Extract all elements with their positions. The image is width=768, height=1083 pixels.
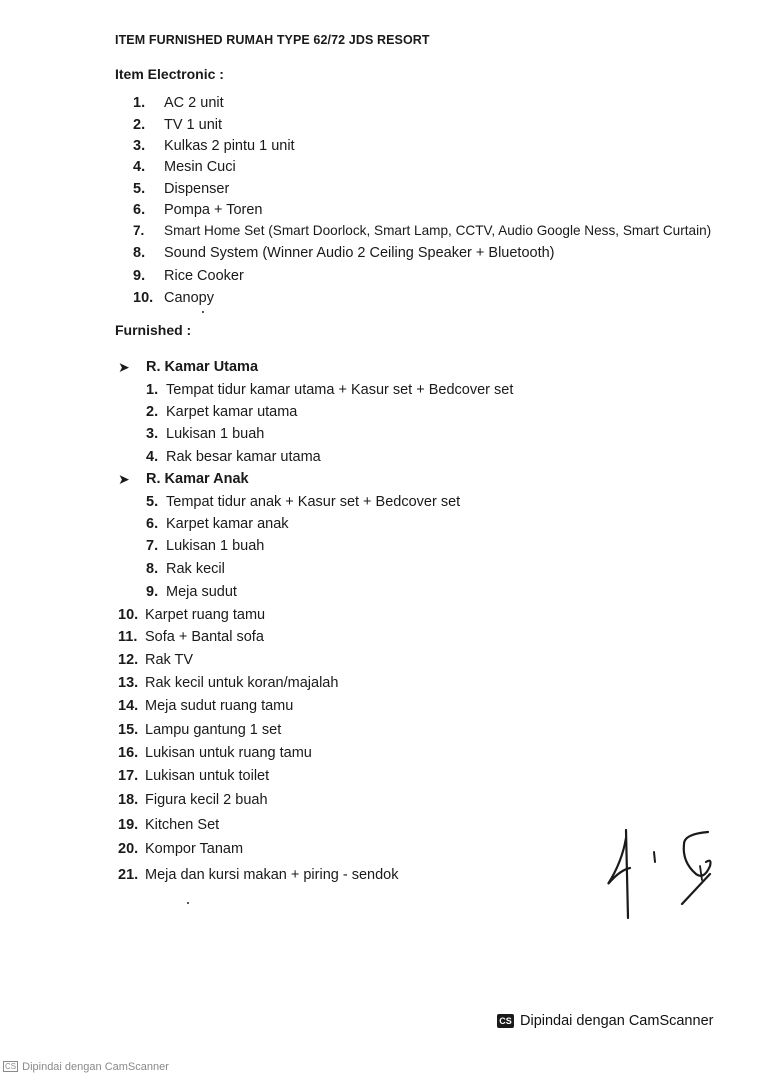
ink-speck: [202, 311, 204, 313]
camscanner-watermark: [3, 1061, 169, 1073]
furnished-item: 5. Tempat tidur anak + Kasur set + Bedcover set: [146, 494, 461, 510]
camscanner-watermark-icon: CS: [5, 1062, 17, 1071]
signature: [600, 822, 730, 922]
furnished-item: 3. Lukisan 1 buah: [146, 426, 265, 442]
electronic-item: 5. Dispenser: [133, 181, 230, 197]
furnished-item: 10. Karpet ruang tamu: [118, 607, 266, 623]
document-page: ITEM FURNISHED RUMAH TYPE 62/72 JDS RESORT Item Electronic : 1. AC 2 unit 2. TV 1 unit 3. Kulkas 2 pintu 1 unit 4. Mesin Cuci 5. Dispenser 6. Pompa + Toren 7. Smart Home Set (Smart Doorlock, Smart Lamp, CCTV, Audio Google Ness, Smart Curtain) 8. Sound System (Winner Audio 2 Ceiling Speaker + Bluetooth) 9. Rice Cooker 10. Canopy Furnished : ➤ R. Kamar Utama 1. Tempat tidur kamar utama + Kasur set + Bedcover set 2. Karpet kamar utama 3. Lukisan 1 buah 4. Rak besar kamar utama ➤ R. Kamar Anak 5. Tempat tidur anak + Kasur set + Bedcover set 6. Karpet kamar anak 7. Lukisan 1 buah 8. Rak kecil 9. Meja sudut 10. Karpet ruang tamu 11. Sofa + Bantal sofa 12. Rak TV 13. Rak kecil untuk koran/majalah 14. Meja sudut ruang tamu 15. Lampu gantung 1 set 16. Lukisan untuk ruang tamu 17. Lukisan untuk toilet 18. Figura kecil 2 buah 19. Kitchen Set 20. Kompor Tanam 21. Meja dan kursi makan + piring - sendok CS Dipindai dengan CamScanner CS Dipindai dengan CamScanner: [0, 0, 768, 1083]
furnished-item: 6. Karpet kamar anak: [146, 516, 289, 532]
furnished-item: 21. Meja dan kursi makan + piring - sendok: [118, 867, 399, 883]
electronic-item: 7. Smart Home Set (Smart Doorlock, Smart Lamp, CCTV, Audio Google Ness, Smart Curtain): [133, 223, 712, 238]
furnished-item: 2. Karpet kamar utama: [146, 404, 298, 420]
document-title: ITEM FURNISHED RUMAH TYPE 62/72 JDS RESORT: [115, 33, 430, 47]
electronic-item: 9. Rice Cooker: [133, 268, 244, 284]
arrowhead-bullet-icon: ➤: [118, 471, 130, 487]
electronic-item: 3. Kulkas 2 pintu 1 unit: [133, 138, 295, 154]
furnished-item: 4. Rak besar kamar utama: [146, 449, 321, 465]
furnished-item: 11. Sofa + Bantal sofa: [118, 629, 264, 645]
furnished-item: 1. Tempat tidur kamar utama + Kasur set + Bedcover set: [146, 382, 514, 398]
camscanner-footer: [497, 1013, 713, 1029]
electronic-item: 2. TV 1 unit: [133, 117, 223, 133]
furnished-item: 13. Rak kecil untuk koran/majalah: [118, 675, 339, 691]
furnished-item: 15. Lampu gantung 1 set: [118, 722, 282, 738]
furnished-item: 19. Kitchen Set: [118, 817, 220, 833]
furnished-item: 7. Lukisan 1 buah: [146, 538, 265, 554]
camscanner-icon: CS: [497, 1014, 514, 1028]
furnished-item: 9. Meja sudut: [146, 584, 237, 600]
furnished-item: 17. Lukisan untuk toilet: [118, 768, 270, 784]
furnished-heading: Furnished :: [115, 322, 192, 338]
furnished-item: 12. Rak TV: [118, 652, 194, 668]
electronic-item: 10. Canopy: [133, 290, 214, 306]
electronic-item: 6. Pompa + Toren: [133, 202, 263, 218]
electronic-item: 8. Sound System (Winner Audio 2 Ceiling Speaker + Bluetooth): [133, 245, 555, 261]
electronic-heading: Item Electronic :: [115, 66, 224, 82]
footer-text: Dipindai dengan CamScanner: [520, 1013, 714, 1029]
furnished-item: 18. Figura kecil 2 buah: [118, 792, 268, 808]
furnished-item: 8. Rak kecil: [146, 561, 225, 577]
electronic-item: 1. AC 2 unit: [133, 95, 224, 111]
electronic-item: 4. Mesin Cuci: [133, 159, 236, 175]
arrowhead-bullet-icon: ➤: [118, 359, 130, 375]
furnished-item: 16. Lukisan untuk ruang tamu: [118, 745, 312, 761]
ink-speck: [187, 902, 189, 904]
furnished-item: 20. Kompor Tanam: [118, 841, 244, 857]
furnished-item: 14. Meja sudut ruang tamu: [118, 698, 294, 714]
watermark-text: Dipindai dengan CamScanner: [22, 1061, 169, 1073]
